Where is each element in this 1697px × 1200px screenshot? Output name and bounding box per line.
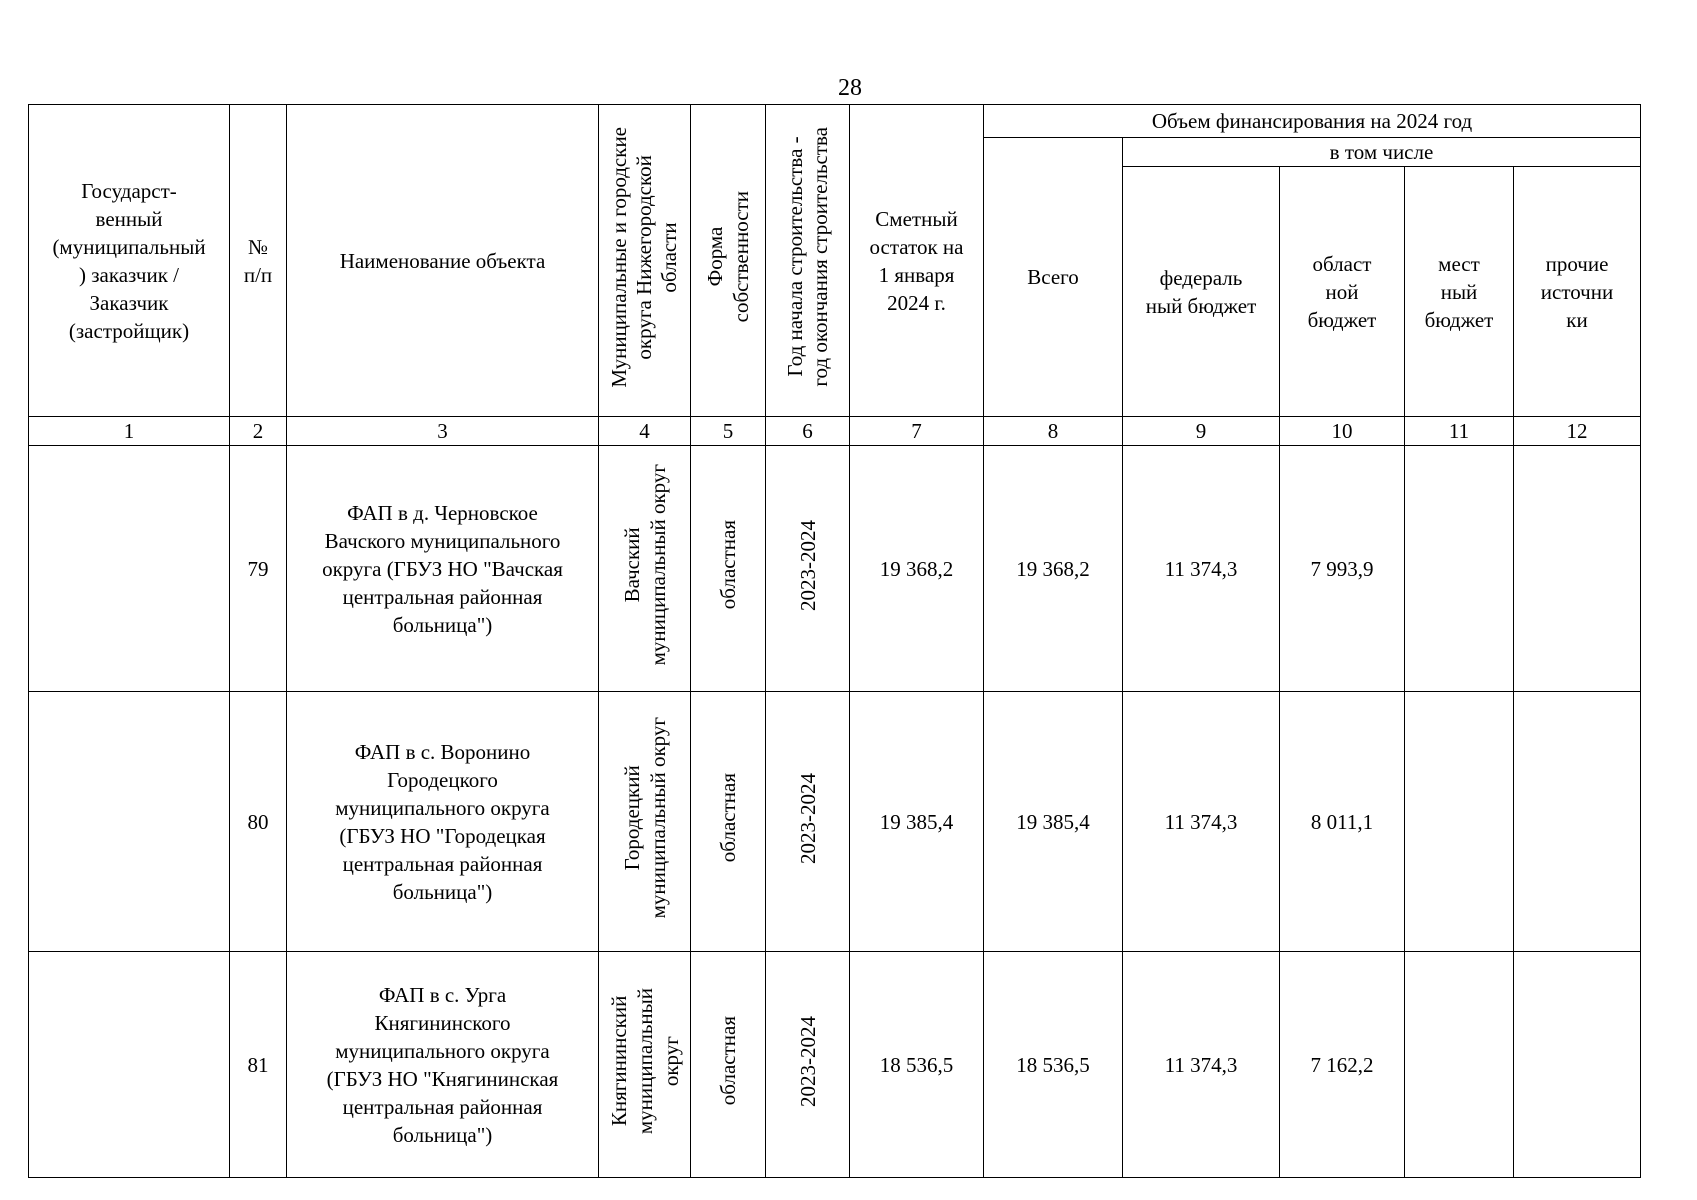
cell-other [1514, 952, 1641, 1178]
column-number: 1 [29, 417, 230, 446]
cell-district: Вачский муниципальный округ [599, 446, 691, 692]
column-number: 12 [1514, 417, 1641, 446]
table-row [29, 446, 1641, 692]
cell-ownership: областная [691, 952, 766, 1178]
cell-district: Княгининский муниципальный округ [599, 952, 691, 1178]
cell-years: 2023-2024 [766, 952, 850, 1178]
cell-regional: 7 162,2 [1280, 952, 1405, 1178]
column-number: 10 [1280, 417, 1405, 446]
column-number: 7 [850, 417, 984, 446]
cell-balance: 19 385,4 [850, 692, 984, 952]
column-number: 8 [984, 417, 1123, 446]
table-row [29, 952, 1641, 1178]
header-federal: федераль ный бюджет [1123, 167, 1280, 417]
cell-years: 2023-2024 [766, 692, 850, 952]
column-number: 9 [1123, 417, 1280, 446]
column-number-row [29, 417, 1641, 446]
table-row [29, 692, 1641, 952]
cell-local [1405, 952, 1514, 1178]
header-object-name: Наименование объекта [287, 105, 599, 417]
header-financing: Объем финансирования на 2024 год [984, 105, 1641, 138]
cell-local [1405, 446, 1514, 692]
cell-total: 18 536,5 [984, 952, 1123, 1178]
cell-number: 81 [230, 952, 287, 1178]
cell-object-name: ФАП в д. Черновское Вачского муниципального округа (ГБУЗ НО "Вачская центральная районная больница") [287, 446, 599, 692]
column-number: 6 [766, 417, 850, 446]
cell-federal: 11 374,3 [1123, 692, 1280, 952]
column-number: 3 [287, 417, 599, 446]
column-number: 2 [230, 417, 287, 446]
header-regional: област ной бюджет [1280, 167, 1405, 417]
cell-customer [29, 692, 230, 952]
header-row-1 [29, 105, 1641, 138]
cell-object-name: ФАП в с. Урга Княгининского муниципального округа (ГБУЗ НО "Княгининская центральная районная больница") [287, 952, 599, 1178]
header-districts: Муниципальные и городские округа Нижегородской области [599, 105, 691, 417]
cell-total: 19 368,2 [984, 446, 1123, 692]
header-balance: Сметный остаток на 1 января 2024 г. [850, 105, 984, 417]
construction-financing-table [28, 104, 1641, 1178]
header-customer: Государст- венный (муниципальный ) заказчик / Заказчик (застройщик) [29, 105, 230, 417]
cell-customer [29, 446, 230, 692]
cell-number: 80 [230, 692, 287, 952]
page-number: 28 [838, 75, 862, 101]
header-years: Год начала строительства - год окончания строительства [766, 105, 850, 417]
cell-total: 19 385,4 [984, 692, 1123, 952]
cell-regional: 8 011,1 [1280, 692, 1405, 952]
cell-customer [29, 952, 230, 1178]
cell-ownership: областная [691, 446, 766, 692]
cell-number: 79 [230, 446, 287, 692]
header-number: № п/п [230, 105, 287, 417]
cell-federal: 11 374,3 [1123, 446, 1280, 692]
cell-ownership: областная [691, 692, 766, 952]
cell-years: 2023-2024 [766, 446, 850, 692]
column-number: 11 [1405, 417, 1514, 446]
header-ownership: Форма собственности [691, 105, 766, 417]
cell-other [1514, 446, 1641, 692]
cell-regional: 7 993,9 [1280, 446, 1405, 692]
cell-district: Городецкий муниципальный округ [599, 692, 691, 952]
cell-federal: 11 374,3 [1123, 952, 1280, 1178]
header-total: Всего [984, 138, 1123, 417]
cell-other [1514, 692, 1641, 952]
column-number: 4 [599, 417, 691, 446]
cell-balance: 18 536,5 [850, 952, 984, 1178]
cell-local [1405, 692, 1514, 952]
header-including: в том числе [1123, 138, 1641, 167]
header-local: мест ный бюджет [1405, 167, 1514, 417]
cell-balance: 19 368,2 [850, 446, 984, 692]
header-other: прочие источни ки [1514, 167, 1641, 417]
column-number: 5 [691, 417, 766, 446]
cell-object-name: ФАП в с. Воронино Городецкого муниципального округа (ГБУЗ НО "Городецкая центральная районная больница") [287, 692, 599, 952]
